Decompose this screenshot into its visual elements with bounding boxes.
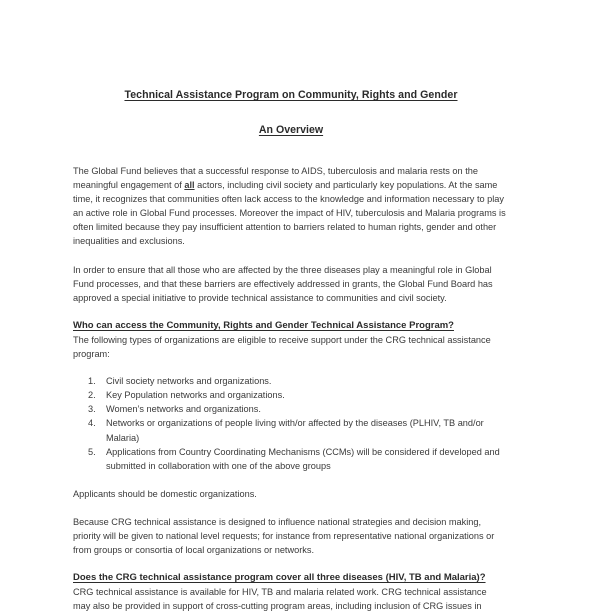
list-item: [73, 374, 509, 388]
list-item-number: 3.: [88, 404, 96, 415]
eligibility-list: [73, 374, 509, 473]
list-item-number: 5.: [88, 446, 96, 457]
document-body: [73, 88, 509, 612]
intro-paragraph: [73, 164, 509, 249]
spacer: [73, 137, 509, 164]
list-item-number: 2.: [88, 390, 96, 401]
list-item: [73, 402, 509, 416]
intro-emphasis-all: all: [184, 180, 195, 191]
spacer: [73, 501, 509, 515]
page-title: Technical Assistance Program on Community, Rights and Gender: [124, 89, 458, 101]
heading-diseases-coverage: Does the CRG technical assistance program cover all three diseases (HIV, TB and Malaria)?: [73, 572, 486, 584]
list-item: [73, 416, 509, 444]
diseases-paragraph-line1: CRG technical assistance is available for HIV, TB and malaria related work. CRG technical assistance: [73, 587, 487, 598]
list-item-number: 4.: [88, 418, 96, 429]
list-item-label: Civil society networks and organizations.: [106, 376, 272, 387]
list-item-label: Key Population networks and organizations.: [106, 390, 285, 401]
intro-paragraph-part1: The Global Fund believes that a successful response to AIDS, tuberculosis and malaria rests on the meaningful engagement of: [73, 166, 478, 191]
applicants-note: Applicants should be domestic organizations.: [73, 488, 257, 499]
intro-paragraph-part2: actors, including civil society and particularly key populations. At the same time, it recognizes that communities often lack access to the knowledge and information necessary to play an active role in Global Fund processes. Moreover the impact of HIV, tuberculosis and Malaria programs is often limited because they pay insufficient attention to barriers related to human rights, gender and other inequalities and exclusions.: [73, 180, 506, 247]
diseases-paragraph-line2-clipped: may also be provided in support of cross-cutting program areas, including inclusion of CRG issues in: [73, 601, 482, 612]
second-paragraph: In order to ensure that all those who are affected by the three diseases play a meaningful role in Global Fund processes, and that these barriers are effectively addressed in grants, the Global Fund Board has approved a special initiative to provide technical assistance to communities and civil society.: [73, 264, 493, 303]
list-item-label: Networks or organizations of people living with/or affected by the diseases (PLHIV, TB and/or Malaria): [106, 418, 484, 443]
page-subtitle: An Overview: [258, 124, 324, 136]
spacer: [73, 557, 509, 571]
list-item-number: 1.: [88, 376, 96, 387]
list-item-label: Women’s networks and organizations.: [106, 404, 261, 415]
eligibility-intro: The following types of organizations are eligible to receive support under the CRG technical assistance program:: [73, 334, 491, 360]
list-item: [73, 388, 509, 402]
list-item: [73, 445, 509, 473]
list-item-label: Applications from Country Coordinating Mechanisms (CCMs) will be considered if developed and submitted in collaboration with one of the above groups: [106, 446, 500, 471]
spacer: [73, 473, 509, 487]
spacer: [73, 361, 509, 374]
heading-eligibility: Who can access the Community, Rights and Gender Technical Assistance Program?: [73, 319, 454, 331]
priority-paragraph: Because CRG technical assistance is designed to influence national strategies and decision making, priority will be given to national level requests; for instance from representative national organizations or from groups or consortia of local organizations or networks.: [73, 516, 495, 556]
spacer: [73, 305, 509, 319]
spacer: [73, 249, 509, 263]
